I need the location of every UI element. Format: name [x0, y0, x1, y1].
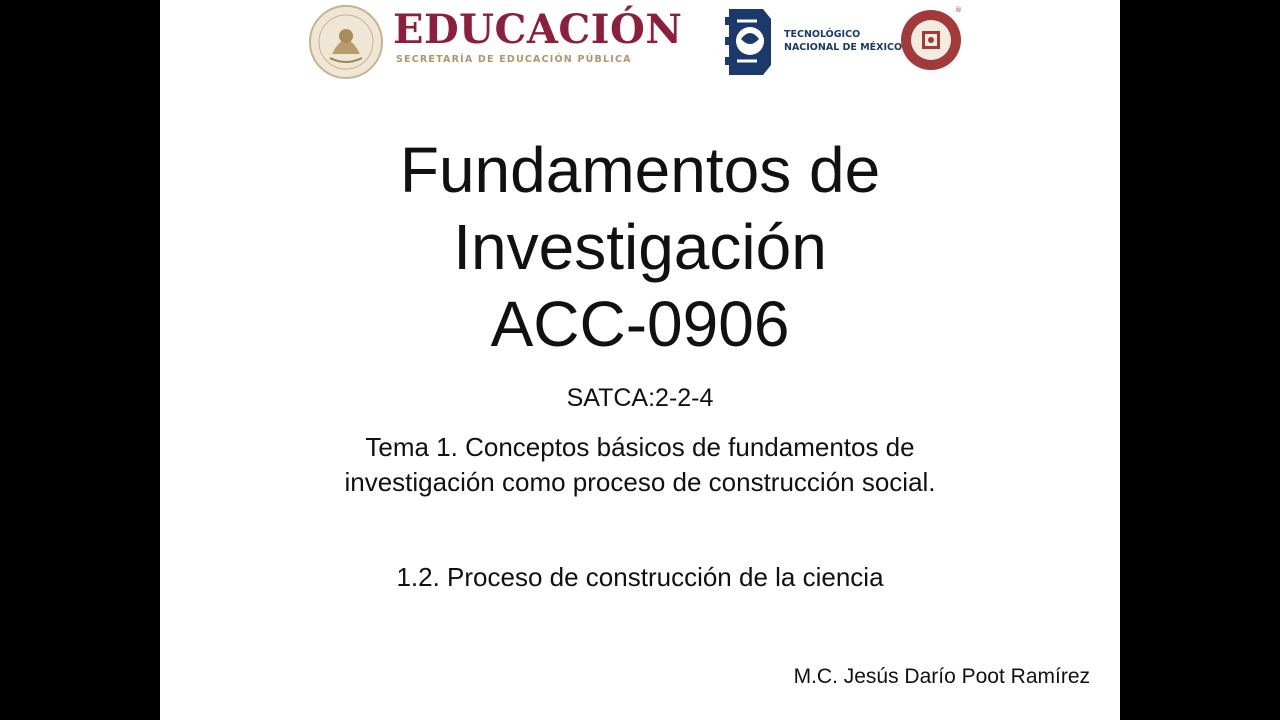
topic-line-2: investigación como proceso de construcción social.	[344, 467, 936, 497]
satca-credits: SATCA:2-2-4	[566, 384, 714, 412]
education-title: EDUCACIÓN	[393, 6, 683, 53]
title-line-1: Fundamentos de	[399, 134, 881, 206]
author-name: M.C. Jesús Darío Poot Ramírez	[793, 665, 1090, 688]
presentation-slide	[160, 0, 1120, 720]
slide-title	[160, 132, 1120, 363]
course-code: ACC-0906	[490, 288, 790, 360]
instituto-tecnologico-merida-seal-icon	[900, 9, 962, 71]
tecnm-line-2: NACIONAL DE MÉXICO	[784, 42, 903, 53]
topic-line-1: Tema 1. Conceptos básicos de fundamentos de	[365, 432, 915, 462]
topic-heading	[160, 430, 1120, 500]
tecnm-line-1: TECNOLÓGICO	[784, 29, 861, 40]
tecnm-wordmark	[784, 28, 902, 54]
subtopic-heading: 1.2. Proceso de construcción de la ciencia	[396, 562, 884, 592]
tecnm-gear-eagle-logo-icon	[723, 3, 777, 79]
mexican-coat-of-arms-seal-icon	[308, 4, 384, 80]
registered-mark: ®	[955, 6, 962, 14]
education-subtitle: SECRETARÍA DE EDUCACIÓN PÚBLICA	[396, 54, 632, 65]
title-line-2: Investigación	[453, 211, 827, 283]
